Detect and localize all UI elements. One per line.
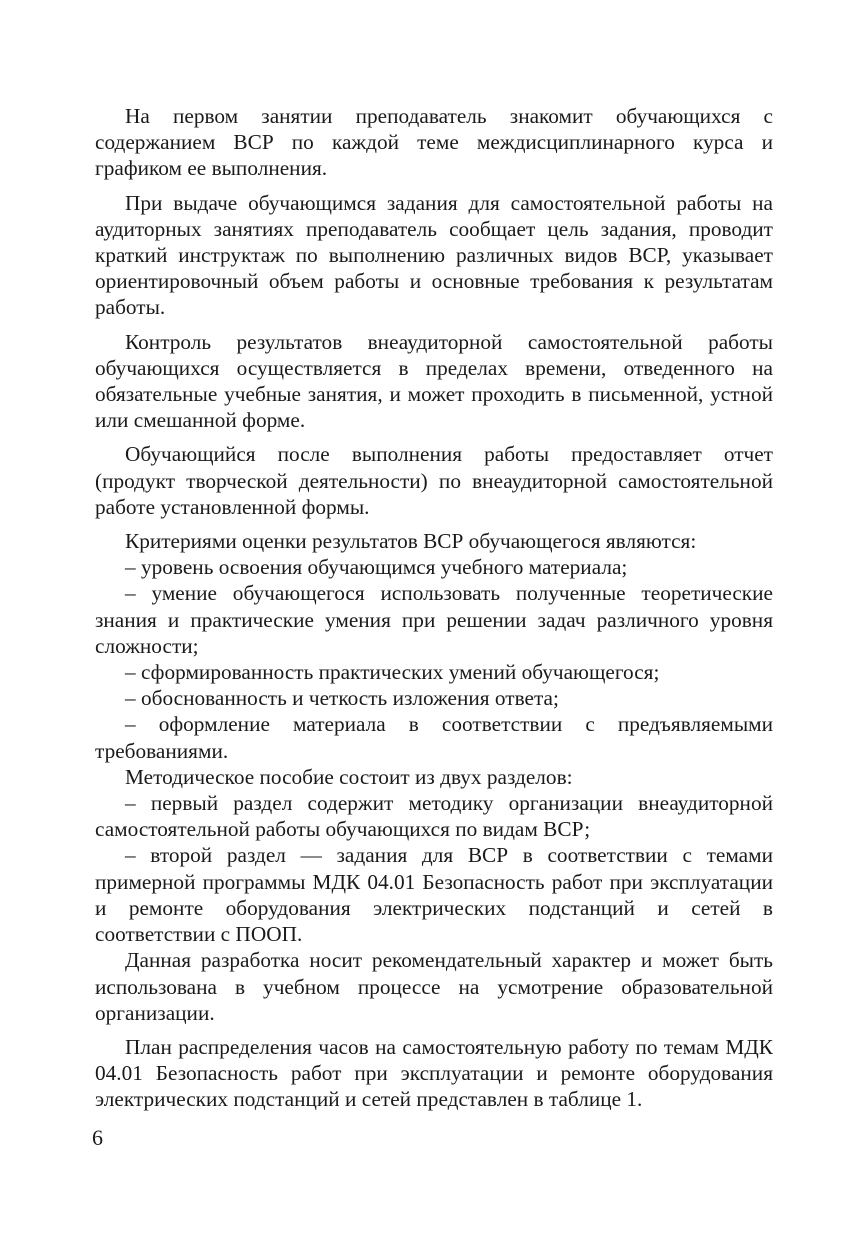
paragraph-criteria-heading: Критериями оценки результатов ВСР обучающегося являются: [125, 529, 697, 554]
criteria-item: – уровень освоения обучающимся учебного материала; [125, 555, 628, 580]
paragraph-task-issue: При выдаче обучающимся задания для самостоятельной работы на аудиторных занятиях преподаватель сообщает цель задания, проводит краткий инструктаж по выполнению различных видов ВСР, указывает ориентировочный объем работы и основные требования к результатам работы. [95, 190, 773, 320]
section-item: – первый раздел содержит методику организации внеаудиторной самостоятельной работы обучающихся по видам ВСР; [95, 791, 773, 842]
paragraph-intro: На первом занятии преподаватель знакомит обучающихся с содержанием ВСР по каждой теме междисциплинарного курса и графиком ее выполнения. [95, 104, 773, 181]
paragraph-report: Обучающийся после выполнения работы предоставляет отчет (продукт творческой деятельности) по внеаудиторной самостоятельной работе установленной формы. [95, 442, 773, 519]
criteria-item: – умение обучающегося использовать полученные теоретические знания и практические умения при решении задач различного уровня сложности; [95, 581, 773, 658]
paragraph-hours-plan: План распределения часов на самостоятельную работу по темам МДК 04.01 Безопасность работ при эксплуатации и ремонте оборудования электрических подстанций и сетей представлен в таблице 1. [95, 1034, 773, 1112]
criteria-item: – обоснованность и четкость изложения ответа; [125, 686, 559, 711]
paragraph-recommendation: Данная разработка носит рекомендательный характер и может быть использована в учебном процессе на усмотрение образовательной организации. [95, 948, 773, 1025]
section-item: – второй раздел — задания для ВСР в соответствии с темами примерной программы МДК 04.01 Безопасность работ при эксплуатации и ремонте оборудования электрических подстанций и сетей в соответствии с ПООП. [95, 843, 773, 947]
paragraph-control: Контроль результатов внеаудиторной самостоятельной работы обучающихся осуществляется в пределах времени, отведенного на обязательные учебные занятия, и может проходить в письменной, устной или смешанной форме. [95, 329, 773, 433]
paragraph-sections-heading: Методическое пособие состоит из двух разделов: [125, 764, 573, 789]
page-number: 6 [92, 1125, 103, 1150]
page-body [95, 103, 773, 1113]
criteria-item: – оформление материала в соответствии с предъявляемыми требованиями. [95, 712, 773, 763]
criteria-item: – сформированность практических умений обучающегося; [125, 660, 660, 685]
